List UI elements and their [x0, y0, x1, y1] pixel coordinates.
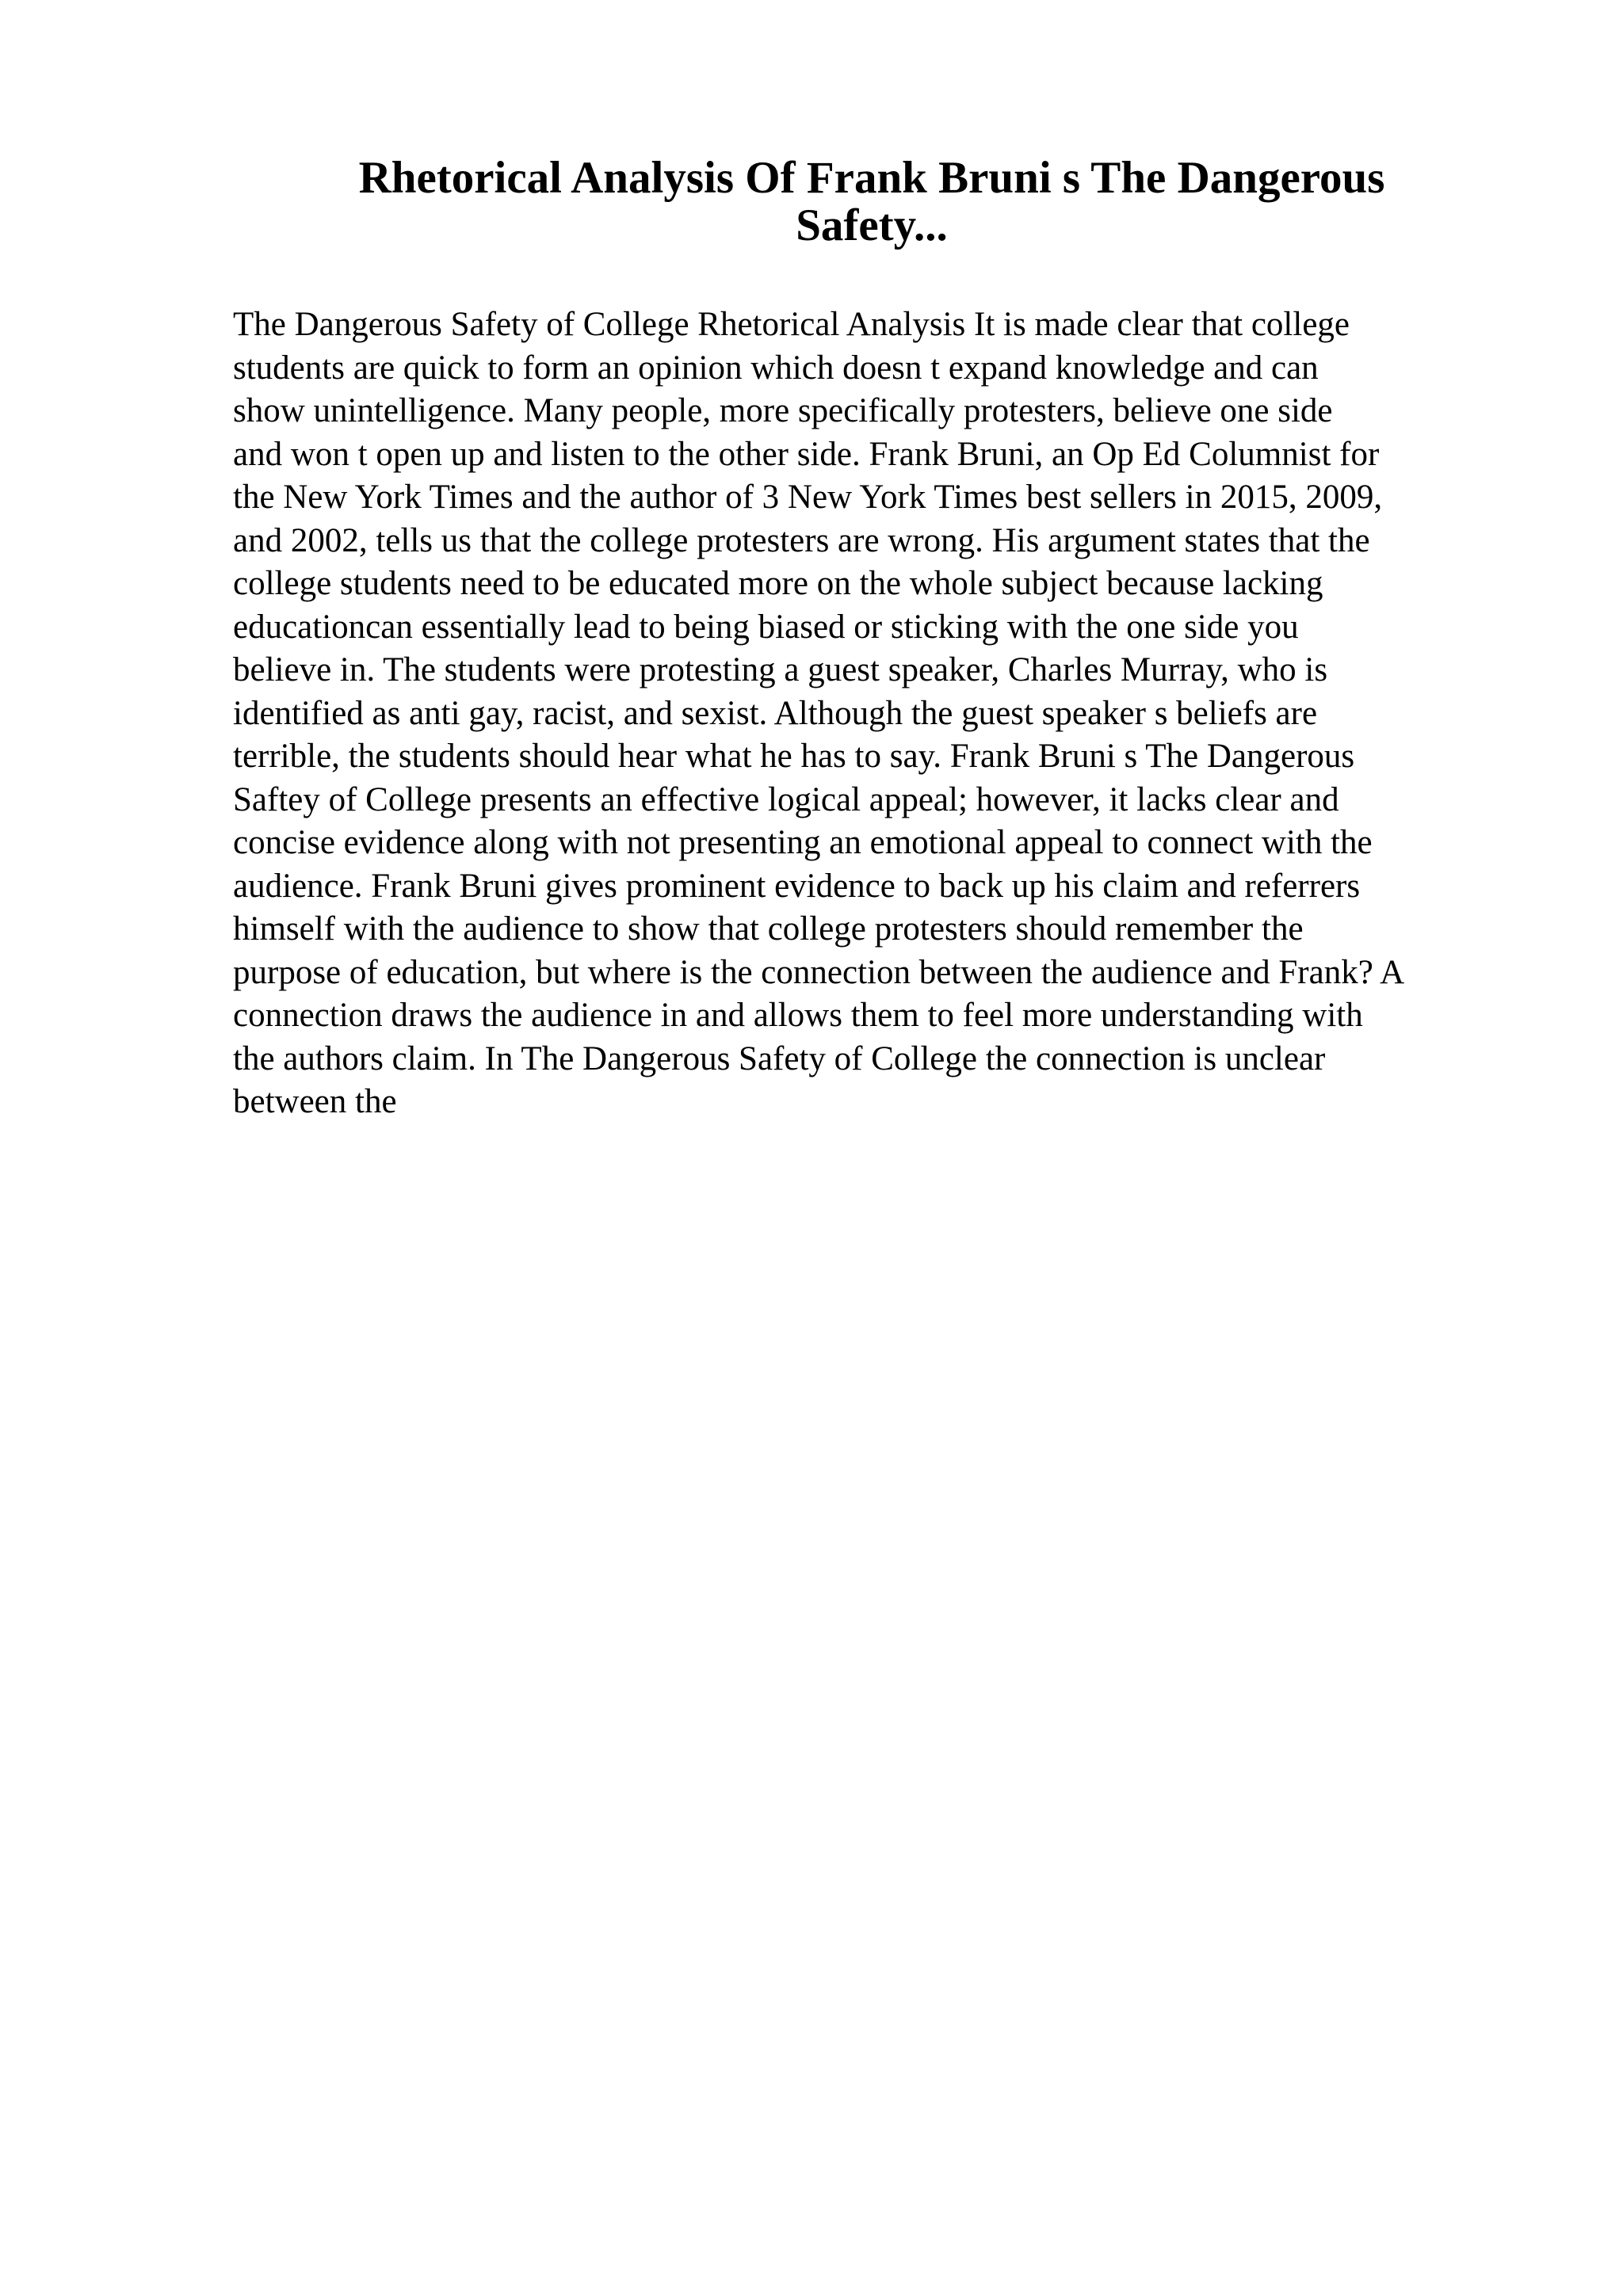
- body-line: himself with the audience to show that college protesters should remember the: [233, 910, 1304, 948]
- body-line: students are quick to form an opinion which doesn t expand knowledge and can: [233, 349, 1319, 387]
- body-line: purpose of education, but where is the connection between the audience and Frank? A: [233, 953, 1405, 991]
- document-title: [262, 154, 1482, 250]
- body-line: The Dangerous Safety of College Rhetorical Analysis It is made clear that college: [233, 306, 1350, 343]
- body-line: audience. Frank Bruni gives prominent evidence to back up his claim and referrers: [233, 867, 1361, 905]
- body-line: and 2002, tells us that the college protesters are wrong. His argument states that the: [233, 521, 1370, 559]
- body-line: connection draws the audience in and allows them to feel more understanding with: [233, 997, 1363, 1034]
- title-line: Rhetorical Analysis Of Frank Bruni s The Dangerous: [358, 153, 1385, 203]
- body-line: show unintelligence. Many people, more specifically protesters, believe one side: [233, 392, 1333, 429]
- body-line: concise evidence along with not presenting an emotional appeal to connect with the: [233, 824, 1373, 861]
- body-line: Saftey of College presents an effective logical appeal; however, it lacks clear and: [233, 780, 1339, 818]
- body-line: terrible, the students should hear what he has to say. Frank Bruni s The Dangerous: [233, 738, 1355, 775]
- title-line: Safety...: [796, 200, 948, 250]
- body-line: between the: [233, 1083, 397, 1120]
- document-body: [233, 303, 1533, 1124]
- body-line: the New York Times and the author of 3 New York Times best sellers in 2015, 2009,: [233, 479, 1383, 516]
- body-line: identified as anti gay, racist, and sexist. Although the guest speaker s beliefs are: [233, 694, 1318, 732]
- body-line: and won t open up and listen to the other side. Frank Bruni, an Op Ed Columnist for: [233, 435, 1380, 473]
- body-line: college students need to be educated more on the whole subject because lacking: [233, 565, 1323, 602]
- body-line: believe in. The students were protesting a guest speaker, Charles Murray, who is: [233, 651, 1328, 688]
- body-line: educationcan essentially lead to being biased or sticking with the one side you: [233, 608, 1299, 646]
- body-line: the authors claim. In The Dangerous Safety of College the connection is unclear: [233, 1039, 1326, 1077]
